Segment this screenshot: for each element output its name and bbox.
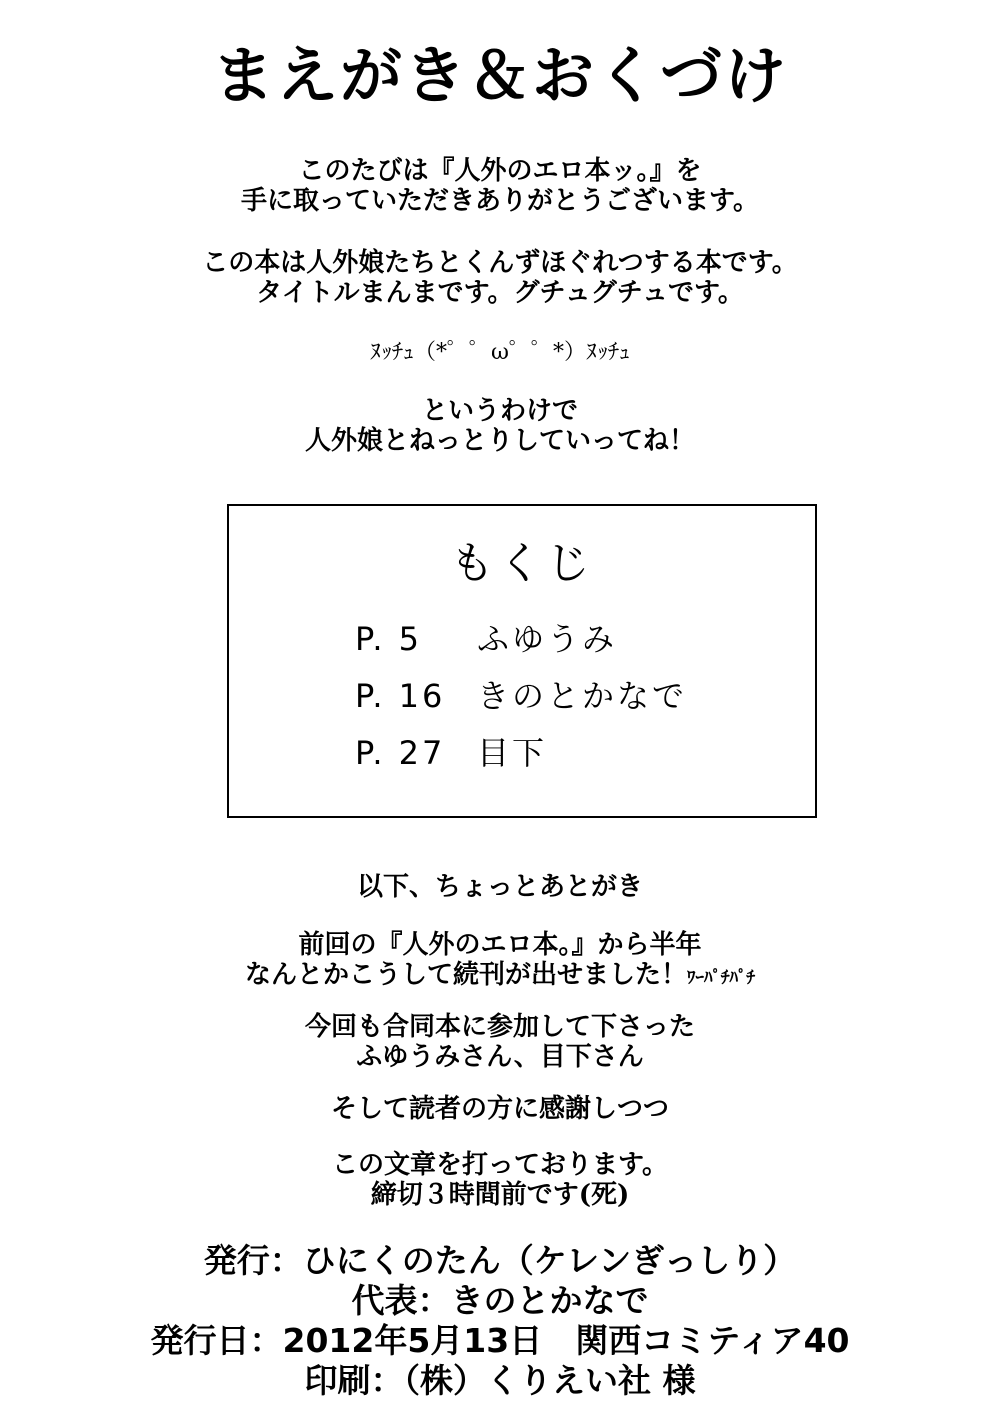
intro-description bbox=[0, 248, 1000, 308]
afterword-line: ふゆうみさん、目下さん bbox=[356, 1042, 644, 1072]
intro-line: 人外娘とねっとりしていってね！ bbox=[304, 426, 695, 456]
afterword-text: なんとかこうして続刊が出せました！ bbox=[244, 960, 687, 990]
afterword-paragraph bbox=[0, 1150, 1000, 1210]
toc-heading: もくじ bbox=[450, 538, 594, 589]
afterword-applause: ﾜｰﾊﾟﾁﾊﾟﾁ bbox=[687, 968, 755, 988]
colophon-printer: 印刷：（株）くりえい社 様 bbox=[304, 1361, 696, 1400]
afterword-line: 今回も合同本に参加して下さった bbox=[304, 1012, 695, 1042]
colophon-representative: 代表：きのとかなで bbox=[351, 1281, 649, 1320]
colophon-publisher: 発行：ひにくのたん（ケレンぎっしり） bbox=[203, 1241, 797, 1280]
toc-page-number: P. 16 bbox=[355, 677, 446, 715]
toc-entry-title: きのとかなで bbox=[477, 677, 688, 715]
emoticon-line: ﾇｯﾁｭ（*゜゜ω゜゜*）ﾇｯﾁｭ bbox=[370, 340, 630, 365]
intro-line: このたびは『人外のエロ本ッ。』を bbox=[298, 156, 702, 186]
afterword-line: 締切３時間前です(死) bbox=[370, 1180, 630, 1210]
afterword-heading bbox=[0, 872, 1000, 902]
afterword-line: 前回の『人外のエロ本。』から半年 bbox=[298, 930, 702, 960]
intro-line: この本は人外娘たちとくんずほぐれつする本です。 bbox=[202, 248, 798, 278]
afterword-line: 以下、ちょっとあとがき bbox=[356, 872, 643, 902]
afterword-paragraph bbox=[0, 1094, 1000, 1124]
afterword-paragraph bbox=[0, 930, 1000, 993]
afterword-line: この文章を打っております。 bbox=[332, 1150, 668, 1180]
intro-greeting bbox=[0, 156, 1000, 216]
afterword-paragraph bbox=[0, 1012, 1000, 1072]
toc-entry-title: 目下 bbox=[477, 734, 548, 772]
afterword-line: そして読者の方に感謝しつつ bbox=[330, 1094, 669, 1124]
afterword-line bbox=[0, 960, 1000, 993]
toc-entry-title: ふゆうみ bbox=[477, 620, 618, 658]
toc-page-number: P. 27 bbox=[355, 734, 446, 772]
intro-line: 手に取っていただきありがとうございます。 bbox=[241, 186, 759, 216]
page-title: まえがき＆おくづけ bbox=[211, 39, 788, 112]
intro-closing bbox=[0, 396, 1000, 456]
colophon-date: 発行日：2012年5月13日 関西コミティア40 bbox=[150, 1321, 850, 1360]
toc-page-number: P. 5 bbox=[355, 620, 423, 658]
intro-line: というわけで bbox=[421, 396, 578, 426]
intro-line: タイトルまんまです。グチュグチュです。 bbox=[256, 278, 744, 308]
table-of-contents bbox=[227, 504, 817, 818]
